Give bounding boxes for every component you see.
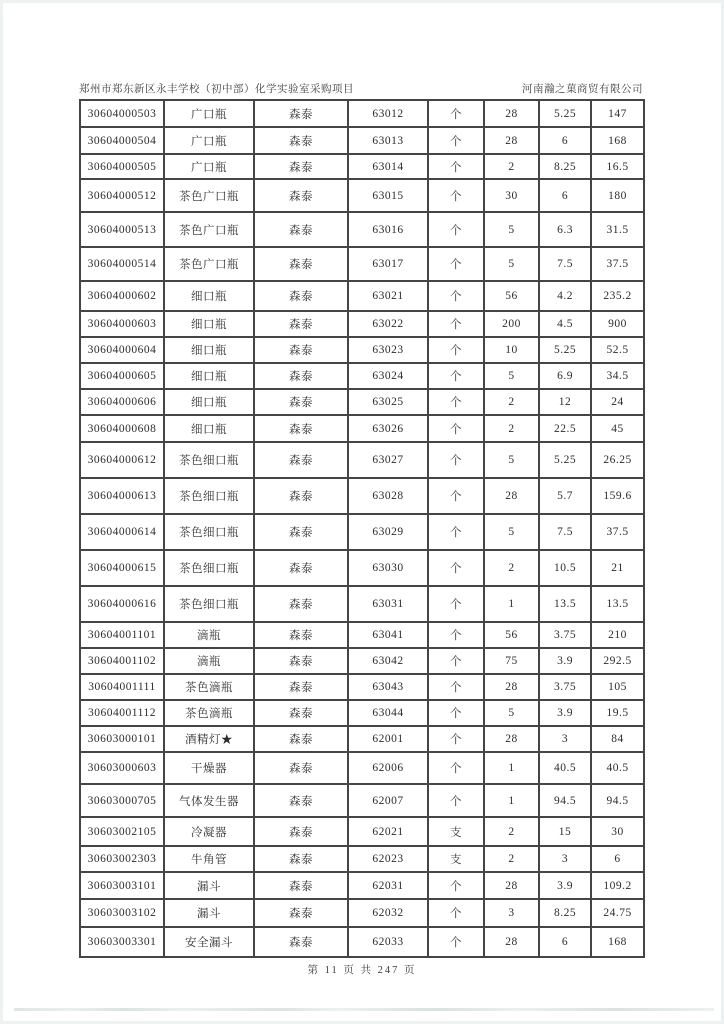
procurement-items-table [79,99,645,958]
cell-brand: 森泰 [254,100,348,127]
cell-quantity: 2 [484,817,539,846]
cell-item-code: 30603002303 [80,846,164,872]
cell-amount: 26.25 [591,442,644,478]
cell-amount: 40.5 [591,752,644,784]
cell-item-code: 30604000503 [80,100,164,127]
cell-item-name: 茶色细口瓶 [164,478,254,514]
page-header [79,81,643,96]
cell-brand: 森泰 [254,700,348,726]
cell-brand: 森泰 [254,363,348,389]
cell-brand: 森泰 [254,586,348,622]
cell-unit: 个 [428,247,484,281]
cell-unit-price: 40.5 [539,752,591,784]
cell-amount: 37.5 [591,247,644,281]
table-row [80,872,644,899]
cell-item-code: 30603003301 [80,927,164,957]
page-number: 第 11 页 共 247 页 [307,965,417,976]
cell-unit-price: 3.9 [539,700,591,726]
company-name: 河南瀚之菓商贸有限公司 [522,84,643,95]
cell-item-code: 30603000603 [80,752,164,784]
cell-catalog-no: 63026 [348,415,428,442]
cell-unit: 个 [428,179,484,212]
cell-amount: 235.2 [591,281,644,311]
cell-item-name: 气体发生器 [164,784,254,817]
cell-unit: 个 [428,442,484,478]
cell-unit: 个 [428,726,484,752]
cell-item-name: 细口瓶 [164,311,254,337]
cell-brand: 森泰 [254,311,348,337]
cell-unit-price: 10.5 [539,550,591,586]
cell-item-code: 30604000612 [80,442,164,478]
table-row [80,846,644,872]
cell-unit: 个 [428,927,484,957]
cell-item-name: 广口瓶 [164,154,254,179]
cell-catalog-no: 63017 [348,247,428,281]
cell-item-name: 茶色细口瓶 [164,514,254,550]
cell-item-name: 滴瓶 [164,622,254,648]
cell-item-name: 漏斗 [164,872,254,899]
cell-item-code: 30603000101 [80,726,164,752]
cell-unit: 支 [428,846,484,872]
cell-item-name: 细口瓶 [164,389,254,415]
cell-item-name: 冷凝器 [164,817,254,846]
cell-quantity: 5 [484,442,539,478]
cell-catalog-no: 63030 [348,550,428,586]
cell-item-code: 30604000613 [80,478,164,514]
cell-unit-price: 3.9 [539,872,591,899]
table-row [80,726,644,752]
cell-unit-price: 4.2 [539,281,591,311]
cell-brand: 森泰 [254,784,348,817]
table-row [80,899,644,927]
cell-brand: 森泰 [254,442,348,478]
cell-catalog-no: 63031 [348,586,428,622]
cell-item-code: 30604000604 [80,337,164,363]
cell-amount: 94.5 [591,784,644,817]
cell-brand: 森泰 [254,514,348,550]
cell-brand: 森泰 [254,622,348,648]
cell-unit: 个 [428,389,484,415]
cell-unit: 个 [428,154,484,179]
cell-quantity: 5 [484,247,539,281]
cell-unit: 个 [428,478,484,514]
cell-amount: 31.5 [591,212,644,247]
cell-item-name: 滴瓶 [164,648,254,674]
table-row [80,700,644,726]
cell-catalog-no: 62021 [348,817,428,846]
cell-unit: 个 [428,784,484,817]
cell-quantity: 3 [484,899,539,927]
cell-amount: 45 [591,415,644,442]
cell-catalog-no: 62001 [348,726,428,752]
cell-amount: 180 [591,179,644,212]
cell-unit-price: 4.5 [539,311,591,337]
cell-catalog-no: 63023 [348,337,428,363]
cell-unit: 个 [428,337,484,363]
table-row [80,100,644,127]
cell-catalog-no: 63021 [348,281,428,311]
cell-catalog-no: 63044 [348,700,428,726]
cell-item-code: 30604000605 [80,363,164,389]
cell-item-code: 30603000705 [80,784,164,817]
cell-item-code: 30604000614 [80,514,164,550]
cell-quantity: 10 [484,337,539,363]
cell-unit: 个 [428,127,484,154]
cell-unit-price: 8.25 [539,899,591,927]
cell-item-code: 30604000513 [80,212,164,247]
cell-unit: 个 [428,100,484,127]
cell-brand: 森泰 [254,726,348,752]
cell-item-code: 30604000616 [80,586,164,622]
project-title: 郑州市郑东新区永丰学校（初中部）化学实验室采购项目 [79,84,354,95]
cell-catalog-no: 62031 [348,872,428,899]
cell-brand: 森泰 [254,337,348,363]
cell-item-name: 漏斗 [164,899,254,927]
cell-item-name: 茶色滴瓶 [164,674,254,700]
cell-brand: 森泰 [254,674,348,700]
cell-brand: 森泰 [254,927,348,957]
cell-quantity: 2 [484,846,539,872]
cell-amount: 37.5 [591,514,644,550]
cell-item-name: 茶色广口瓶 [164,179,254,212]
cell-item-name: 茶色细口瓶 [164,550,254,586]
cell-amount: 21 [591,550,644,586]
cell-unit: 个 [428,514,484,550]
cell-catalog-no: 63025 [348,389,428,415]
cell-quantity: 28 [484,127,539,154]
cell-catalog-no: 63029 [348,514,428,550]
cell-unit-price: 3 [539,726,591,752]
cell-item-code: 30604000615 [80,550,164,586]
cell-item-name: 细口瓶 [164,363,254,389]
cell-quantity: 30 [484,179,539,212]
cell-amount: 900 [591,311,644,337]
cell-brand: 森泰 [254,648,348,674]
cell-amount: 210 [591,622,644,648]
cell-item-code: 30604000603 [80,311,164,337]
cell-unit-price: 8.25 [539,154,591,179]
cell-unit-price: 13.5 [539,586,591,622]
cell-unit-price: 7.5 [539,247,591,281]
cell-catalog-no: 63015 [348,179,428,212]
cell-item-name: 安全漏斗 [164,927,254,957]
cell-unit-price: 3 [539,846,591,872]
cell-unit-price: 6 [539,127,591,154]
cell-amount: 292.5 [591,648,644,674]
cell-quantity: 200 [484,311,539,337]
table-body [80,100,644,957]
cell-brand: 森泰 [254,212,348,247]
cell-catalog-no: 63012 [348,100,428,127]
table-row [80,927,644,957]
cell-amount: 24.75 [591,899,644,927]
cell-item-name: 茶色广口瓶 [164,212,254,247]
cell-unit: 个 [428,752,484,784]
cell-quantity: 28 [484,100,539,127]
cell-brand: 森泰 [254,550,348,586]
cell-unit-price: 6.9 [539,363,591,389]
cell-brand: 森泰 [254,478,348,514]
cell-amount: 147 [591,100,644,127]
cell-quantity: 75 [484,648,539,674]
cell-item-name: 茶色广口瓶 [164,247,254,281]
cell-item-name: 细口瓶 [164,415,254,442]
cell-quantity: 2 [484,389,539,415]
cell-catalog-no: 62006 [348,752,428,784]
cell-item-code: 30603003102 [80,899,164,927]
cell-unit: 个 [428,311,484,337]
cell-brand: 森泰 [254,872,348,899]
cell-unit-price: 5.25 [539,337,591,363]
cell-catalog-no: 62007 [348,784,428,817]
cell-amount: 109.2 [591,872,644,899]
cell-quantity: 5 [484,363,539,389]
cell-unit: 个 [428,899,484,927]
table-row [80,586,644,622]
cell-quantity: 5 [484,700,539,726]
cell-amount: 24 [591,389,644,415]
table-row [80,817,644,846]
cell-brand: 森泰 [254,389,348,415]
cell-catalog-no: 62033 [348,927,428,957]
cell-quantity: 5 [484,514,539,550]
cell-unit-price: 3.75 [539,622,591,648]
cell-item-code: 30604001112 [80,700,164,726]
cell-amount: 105 [591,674,644,700]
cell-quantity: 1 [484,784,539,817]
cell-unit-price: 12 [539,389,591,415]
cell-unit-price: 6 [539,927,591,957]
cell-quantity: 2 [484,154,539,179]
cell-unit-price: 22.5 [539,415,591,442]
table-row [80,363,644,389]
table-row [80,478,644,514]
cell-item-name: 广口瓶 [164,127,254,154]
table-row [80,281,644,311]
cell-brand: 森泰 [254,899,348,927]
cell-catalog-no: 63043 [348,674,428,700]
cell-unit: 个 [428,872,484,899]
table-row [80,212,644,247]
cell-quantity: 1 [484,752,539,784]
cell-unit-price: 6.3 [539,212,591,247]
cell-unit: 个 [428,622,484,648]
cell-item-name: 广口瓶 [164,100,254,127]
cell-amount: 168 [591,127,644,154]
cell-item-code: 30604000608 [80,415,164,442]
cell-item-code: 30604000514 [80,247,164,281]
cell-unit: 个 [428,363,484,389]
cell-item-name: 细口瓶 [164,281,254,311]
cell-unit-price: 7.5 [539,514,591,550]
cell-unit: 个 [428,586,484,622]
table-row [80,337,644,363]
table-row [80,622,644,648]
cell-amount: 84 [591,726,644,752]
cell-unit: 个 [428,550,484,586]
cell-unit: 个 [428,212,484,247]
table-row [80,648,644,674]
cell-unit-price: 3.75 [539,674,591,700]
cell-unit-price: 6 [539,179,591,212]
cell-quantity: 28 [484,927,539,957]
cell-brand: 森泰 [254,154,348,179]
cell-amount: 30 [591,817,644,846]
cell-unit-price: 3.9 [539,648,591,674]
cell-brand: 森泰 [254,817,348,846]
cell-brand: 森泰 [254,281,348,311]
cell-item-name: 牛角管 [164,846,254,872]
table-row [80,442,644,478]
cell-item-code: 30604000505 [80,154,164,179]
cell-catalog-no: 63042 [348,648,428,674]
cell-catalog-no: 63014 [348,154,428,179]
cell-quantity: 56 [484,281,539,311]
cell-catalog-no: 63041 [348,622,428,648]
cell-catalog-no: 63027 [348,442,428,478]
table-row [80,389,644,415]
cell-brand: 森泰 [254,752,348,784]
cell-quantity: 56 [484,622,539,648]
table-row [80,415,644,442]
cell-catalog-no: 63013 [348,127,428,154]
cell-quantity: 2 [484,550,539,586]
cell-item-code: 30604000512 [80,179,164,212]
cell-item-name: 茶色细口瓶 [164,586,254,622]
cell-unit-price: 15 [539,817,591,846]
cell-brand: 森泰 [254,179,348,212]
cell-item-code: 30604000504 [80,127,164,154]
table-row [80,179,644,212]
scan-bottom-artifact [14,1008,714,1011]
table-row [80,311,644,337]
cell-catalog-no: 62023 [348,846,428,872]
cell-quantity: 1 [484,586,539,622]
table-row [80,247,644,281]
cell-catalog-no: 63024 [348,363,428,389]
cell-item-code: 30604001101 [80,622,164,648]
cell-item-code: 30604001102 [80,648,164,674]
cell-unit: 个 [428,674,484,700]
cell-item-name: 茶色滴瓶 [164,700,254,726]
cell-unit: 个 [428,648,484,674]
cell-item-name: 酒精灯★ [164,726,254,752]
cell-item-name: 细口瓶 [164,337,254,363]
cell-amount: 16.5 [591,154,644,179]
table-row [80,674,644,700]
cell-item-code: 30604000602 [80,281,164,311]
cell-quantity: 28 [484,872,539,899]
table-row [80,752,644,784]
cell-item-code: 30603002105 [80,817,164,846]
cell-amount: 6 [591,846,644,872]
cell-brand: 森泰 [254,846,348,872]
cell-quantity: 28 [484,478,539,514]
table-row [80,514,644,550]
cell-catalog-no: 62032 [348,899,428,927]
cell-catalog-no: 63028 [348,478,428,514]
cell-brand: 森泰 [254,127,348,154]
cell-quantity: 5 [484,212,539,247]
cell-amount: 168 [591,927,644,957]
cell-item-name: 茶色细口瓶 [164,442,254,478]
cell-catalog-no: 63022 [348,311,428,337]
cell-unit: 个 [428,415,484,442]
cell-amount: 159.6 [591,478,644,514]
table-row [80,784,644,817]
cell-amount: 19.5 [591,700,644,726]
cell-catalog-no: 63016 [348,212,428,247]
table-row [80,154,644,179]
cell-item-code: 30604001111 [80,674,164,700]
cell-brand: 森泰 [254,247,348,281]
cell-quantity: 2 [484,415,539,442]
cell-unit: 支 [428,817,484,846]
table-row [80,127,644,154]
cell-item-code: 30604000606 [80,389,164,415]
cell-unit: 个 [428,700,484,726]
cell-unit-price: 5.25 [539,442,591,478]
cell-unit-price: 5.7 [539,478,591,514]
cell-quantity: 28 [484,674,539,700]
cell-unit-price: 5.25 [539,100,591,127]
cell-item-code: 30603003101 [80,872,164,899]
cell-amount: 34.5 [591,363,644,389]
cell-unit-price: 94.5 [539,784,591,817]
cell-amount: 52.5 [591,337,644,363]
cell-brand: 森泰 [254,415,348,442]
cell-item-name: 干燥器 [164,752,254,784]
cell-amount: 13.5 [591,586,644,622]
cell-unit: 个 [428,281,484,311]
cell-quantity: 28 [484,726,539,752]
table-row [80,550,644,586]
